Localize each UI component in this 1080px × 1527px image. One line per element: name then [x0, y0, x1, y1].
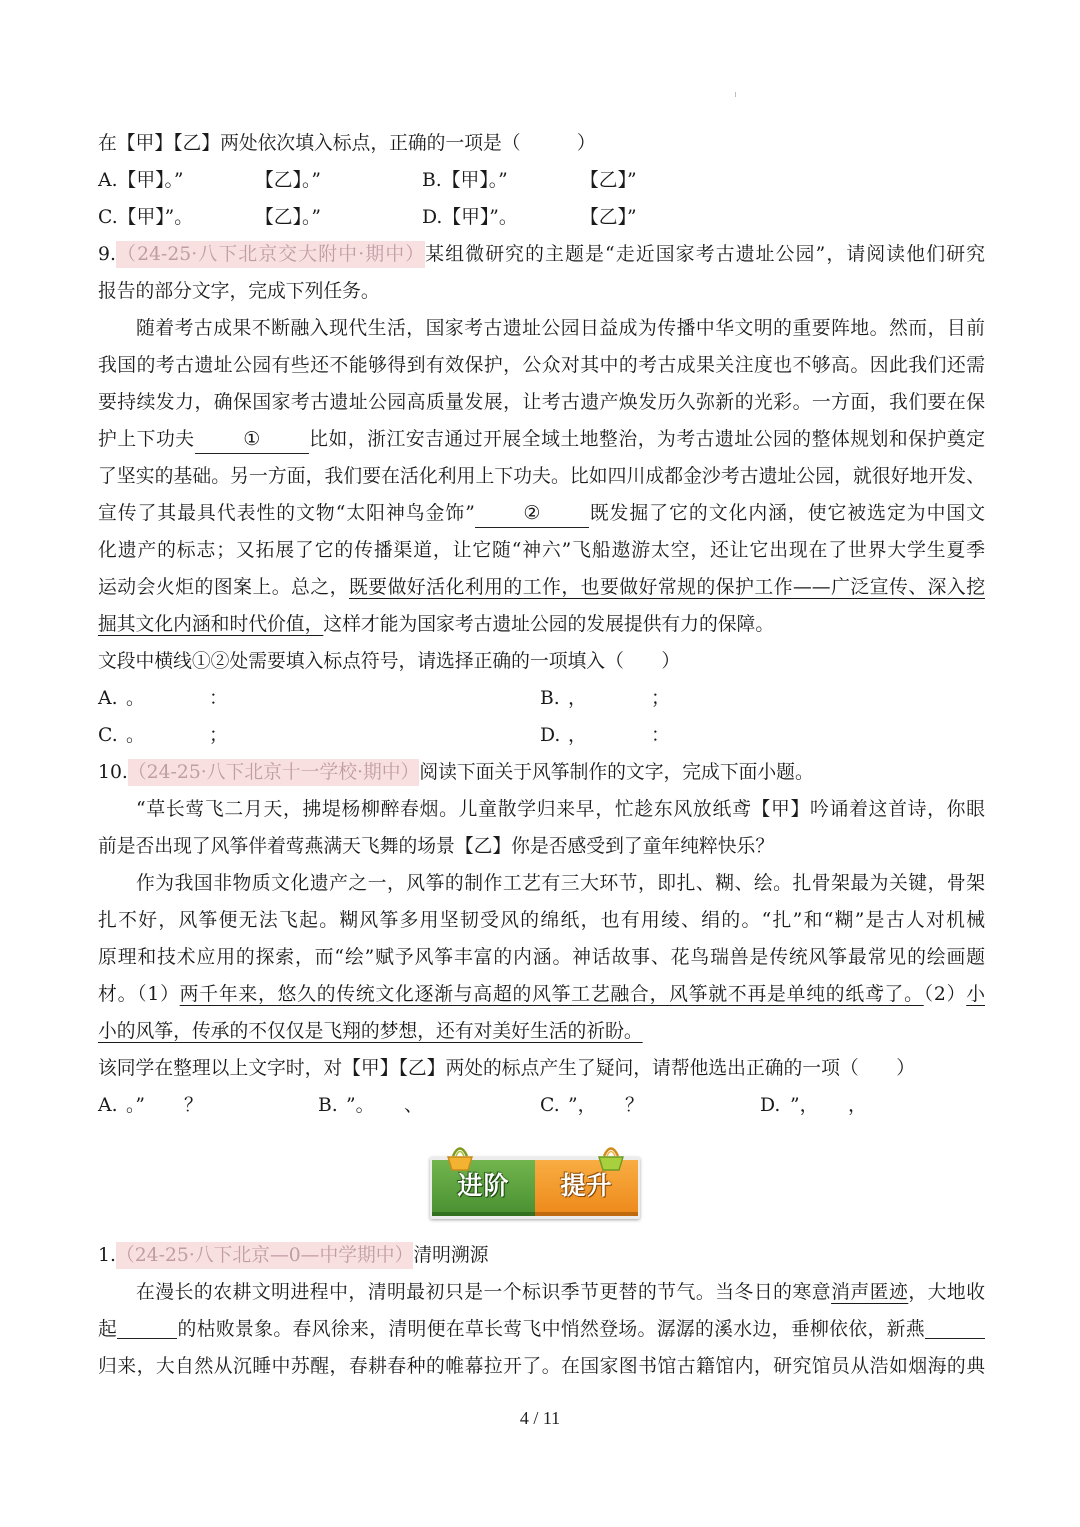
q9-option-c-mark-1: 。	[126, 725, 145, 746]
q10-passage-line-6	[98, 976, 985, 1013]
q1-passage-line-2	[98, 1311, 985, 1348]
q10-option-a-mark-1: 。”	[126, 1095, 145, 1116]
q9-line6-text-before: 宣传了其最具代表性的文物“太阳神鸟金饰”	[98, 503, 475, 524]
q1-passage-line-3: 归来，大自然从沉睡中苏醒，春耕春种的帷幕拉开了。在国家图书馆古籍馆内，研究馆员从浩如烟海的典	[98, 1356, 985, 1377]
q9-option-c-label: C.	[98, 725, 118, 746]
q9-options-row-1	[98, 680, 985, 717]
q10-option-c-mark-2: ？	[625, 1095, 644, 1116]
q10-passage-line-7	[98, 1013, 985, 1050]
q9-passage-line-8	[98, 569, 985, 606]
q10-option-d-label: D.	[760, 1095, 781, 1116]
q8-option-c-jia: C.【甲】”。	[98, 207, 194, 228]
q9-passage-line-2: 我国的考古遗址公园有些还不能够得到有效保护，公众对其中的考古成果关注度也不够高。因此我们还需	[98, 355, 985, 376]
banner-improve-label: 提升	[560, 1171, 613, 1200]
q9-line8-text: 运动会火炬的图案上。总之，	[98, 577, 349, 598]
q9-passage-line-6	[98, 495, 985, 532]
page-number: 4 / 11	[519, 1408, 561, 1428]
q8-option-b-yi: 【乙】”	[580, 170, 637, 191]
q9-source-tag: （24-25·八下北京交大附中·期中）	[116, 241, 425, 268]
q9-passage-line-3: 要持续发力，确保国家考古遗址公园高质量发展，让考古遗产焕发历久弥新的光彩。一方面，我们要在保	[98, 392, 985, 413]
q9-question: 文段中横线①②处需要填入标点符号，请选择正确的一项填入（ ）	[98, 651, 681, 672]
q10-option-c-mark-1: ”，	[568, 1095, 597, 1116]
binder-clip-icon	[443, 1140, 477, 1172]
q10-option-a-mark-2: ？	[184, 1095, 203, 1116]
q10-option-b-label: B.	[318, 1095, 338, 1116]
q1-line1-text-after: ，大地收	[908, 1282, 986, 1303]
q10-sentence-2-marker: （2）	[923, 984, 967, 1005]
q1-line1-text-before: 在漫长的农耕文明进程中，清明最初只是一个标识季节更替的节气。当冬日的寒意	[136, 1282, 832, 1303]
q8-options-row-1	[98, 162, 985, 199]
q10-sentence-2-underlined: 小的风筝，传承的不仅仅是飞翔的梦想，还有对美好生活的祈盼。	[98, 1021, 643, 1042]
q10-stem-text: 阅读下面关于风筝制作的文字，完成下面小题。	[419, 762, 814, 783]
q1-number: 1.	[98, 1245, 116, 1266]
q9-passage-line-1: 随着考古成果不断融入现代生活，国家考古遗址公园日益成为传播中华文明的重要阵地。然而，目前	[136, 318, 985, 339]
q8-option-d-jia: D.【甲】”。	[422, 207, 518, 228]
q1-line1-underlined-word: 消声匿迹	[831, 1282, 909, 1303]
q1-passage-line-1	[98, 1274, 985, 1311]
q9-option-a-mark-2: ：	[209, 688, 228, 709]
questions-section	[98, 125, 985, 1124]
q9-line8-underlined-text: 既要做好活化利用的工作，也要做好常规的保护工作——广泛宣传、深入挖	[348, 577, 986, 598]
q9-option-d-mark-2: ：	[651, 725, 670, 746]
q10-option-c-label: C.	[540, 1095, 560, 1116]
advance-improve-banner	[430, 1140, 640, 1220]
q10-passage-line-4: 扎不好，风筝便无法飞起。糊风筝多用坚韧受风的绵纸，也有用绫、绢的。“扎”和“糊”是古人对机械	[98, 910, 985, 931]
q10-options-row	[98, 1087, 985, 1124]
q8-options-row-2	[98, 199, 985, 236]
q10-source-tag: （24-25·八下北京十一学校·期中）	[128, 759, 419, 786]
banner-advance-label: 进阶	[457, 1171, 510, 1200]
q9-line9-text: 这样才能为国家考古遗址公园的发展提供有力的保障。	[323, 614, 775, 635]
q1-line2-text-middle: 的枯败景象。春风徐来，清明便在草长莺飞中悄然登场。潺潺的溪水边，垂柳依依，新燕	[177, 1319, 926, 1340]
q9-passage-line-7: 化遗产的标志；又拓展了它的传播渠道，让它随“神六”飞船遨游太空，还让它出现在了世界大学生夏季	[98, 540, 985, 561]
q10-option-b-mark-1: ”。	[346, 1095, 375, 1116]
q9-line4-text-before: 护上下功夫	[98, 429, 195, 450]
q10-sentence-1-underlined: 两千年来，悠久的传统文化逐渐与高超的风筝工艺融合，风筝就不再是单纯的纸鸢了。	[179, 984, 924, 1005]
q10-option-d-mark-1: ”，	[790, 1095, 819, 1116]
q9-passage-line-4	[98, 421, 985, 458]
q9-option-b-mark-1: ，	[568, 688, 587, 709]
q1-title: 清明溯源	[413, 1245, 489, 1266]
q10-number: 10.	[98, 762, 128, 783]
q9-passage-line-5: 了坚实的基础。另一方面，我们要在活化利用上下功夫。比如四川成都金沙考古遗址公园，就很好地开发、	[98, 466, 985, 487]
q9-option-a-label: A.	[98, 688, 118, 709]
q9-blank-2: ②	[475, 501, 589, 528]
q9-option-d-label: D.	[540, 725, 561, 746]
q10-stem	[98, 754, 985, 791]
scan-mark	[735, 92, 736, 97]
q1-blank-1	[117, 1320, 177, 1339]
advance-questions-section	[98, 1237, 985, 1385]
q8-option-a-jia: A.【甲】。”	[98, 170, 184, 191]
q1-source-tag: （24-25·八下北京—0—中学期中）	[116, 1242, 413, 1269]
q10-line6-text-before: 材。（1）	[98, 984, 180, 1005]
q10-passage-line-1: “草长莺飞二月天，拂堤杨柳醉春烟。儿童散学归来早，忙趁东风放纸鸢【甲】吟诵着这首诗，你眼	[136, 799, 985, 820]
q9-stem-line-1	[98, 236, 985, 273]
q10-question: 该同学在整理以上文字时，对【甲】【乙】两处的标点产生了疑问，请帮他选出正确的一项（ ）	[98, 1058, 915, 1079]
q8-option-b-jia: B.【甲】。”	[422, 170, 508, 191]
q8-stem: 在【甲】【乙】两处依次填入标点，正确的一项是（ ）	[98, 133, 596, 154]
q9-option-d-mark-1: ，	[568, 725, 587, 746]
binder-clip-icon	[594, 1140, 628, 1172]
q10-option-a-label: A.	[98, 1095, 118, 1116]
q8-option-d-yi: 【乙】”	[580, 207, 637, 228]
q10-sentence-2-start-underlined: 小	[966, 984, 985, 1005]
q10-option-b-mark-2: 、	[404, 1095, 423, 1116]
q9-line4-text-after: 比如，浙江安吉通过开展全域土地整治，为考古遗址公园的整体规划和保护奠定	[308, 429, 985, 450]
q9-option-b-label: B.	[540, 688, 560, 709]
q10-passage-line-2: 前是否出现了风筝伴着莺燕满天飞舞的场景【乙】你是否感受到了童年纯粹快乐？	[98, 836, 775, 857]
q9-option-a-mark-1: 。	[126, 688, 145, 709]
q9-option-b-mark-2: ；	[651, 688, 670, 709]
q9-blank-1: ①	[195, 427, 309, 454]
q8-option-a-yi: 【乙】。”	[255, 170, 321, 191]
q9-number: 9.	[98, 244, 116, 265]
q9-line6-text-after: 既发掘了它的文化内涵，使它被选定为中国文	[588, 503, 986, 524]
q10-passage-line-5: 原理和技术应用的探索，而“绘”赋予风筝丰富的内涵。神话故事、花鸟瑞兽是传统风筝最常见的绘画题	[98, 947, 985, 968]
q1-stem	[98, 1237, 985, 1274]
q9-passage-line-9	[98, 606, 985, 643]
q9-option-c-mark-2: ；	[209, 725, 228, 746]
q10-option-d-mark-2: ，	[848, 1095, 867, 1116]
q9-line9-underlined-text: 掘其文化内涵和时代价值，	[98, 614, 324, 635]
q9-options-row-2	[98, 717, 985, 754]
q9-stem-line-2: 报告的部分文字，完成下列任务。	[98, 281, 380, 302]
q10-passage-line-3: 作为我国非物质文化遗产之一，风筝的制作工艺有三大环节，即扎、糊、绘。扎骨架最为关键，骨架	[136, 873, 985, 894]
q1-blank-2	[925, 1320, 985, 1339]
q9-stem-text: 某组微研究的主题是“走近国家考古遗址公园”，请阅读他们研究	[425, 244, 985, 265]
q8-option-c-yi: 【乙】。”	[255, 207, 321, 228]
q1-line2-text-before: 起	[98, 1319, 118, 1340]
